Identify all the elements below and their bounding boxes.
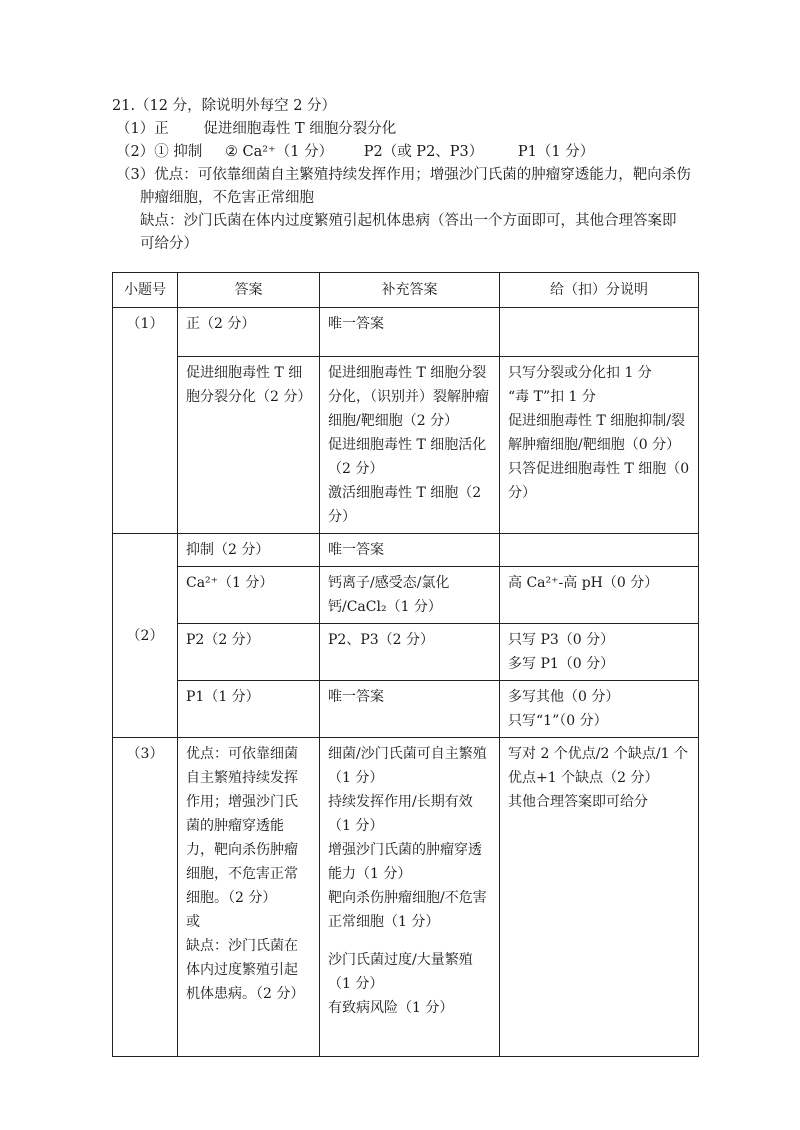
question-title: 21.（12 分，除说明外每空 2 分） xyxy=(112,98,337,114)
supplement-line: 细菌/沙门氏菌可自主繁殖（1 分） xyxy=(328,746,487,786)
note-cell xyxy=(500,308,699,357)
q2-p2: P2（或 P2、P3） xyxy=(363,144,484,160)
note-cell xyxy=(500,357,699,534)
header-answer: 答案 xyxy=(178,273,320,308)
supplement-cell xyxy=(320,738,500,1057)
row-number: （3） xyxy=(113,738,178,1057)
supplement-line: 有致病风险（1 分） xyxy=(328,1000,454,1016)
table-row xyxy=(113,681,699,738)
table-header-row xyxy=(113,273,699,308)
q1-line xyxy=(112,118,712,141)
q1-answer: 促进细胞毒性 T 细胞分裂分化 xyxy=(203,121,397,137)
table-row xyxy=(113,738,699,1057)
answer-cell: 正（2 分） xyxy=(178,308,320,357)
header-number: 小题号 xyxy=(113,273,178,308)
note-cell xyxy=(500,624,699,681)
supplement-line: 促进细胞毒性 T 细胞分裂分化，（识别并）裂解肿瘤细胞/靶细胞（2 分） xyxy=(328,365,489,429)
supplement-line: 靶向杀伤肿瘤细胞/不危害正常细胞（1 分） xyxy=(328,890,487,930)
supplement-line: 激活细胞毒性 T 细胞（2 分） xyxy=(328,485,482,525)
spacer xyxy=(328,934,491,948)
answer-line: 或 xyxy=(186,914,200,930)
note-line: 多写 P1（0 分） xyxy=(508,656,615,672)
table-row xyxy=(113,534,699,567)
supplement-line: 沙门氏菌过度/大量繁殖（1 分） xyxy=(328,952,473,992)
q2-p1: P1（1 分） xyxy=(517,144,595,160)
answer-cell: P1（1 分） xyxy=(178,681,320,738)
table-row xyxy=(113,357,699,534)
table-row xyxy=(113,567,699,624)
q3-line3: 缺点：沙门氏菌在体内过度繁殖引起机体患病（答出一个方面即可，其他合理答案即 xyxy=(140,213,677,229)
note-cell xyxy=(500,738,699,1057)
note-cell xyxy=(500,534,699,567)
supplement-cell: P2、P3（2 分） xyxy=(320,624,500,681)
answer-cell: 促进细胞毒性 T 细胞分裂分化（2 分） xyxy=(178,357,320,534)
answer-cell xyxy=(178,738,320,1057)
answer-cell: Ca²⁺（1 分） xyxy=(178,567,320,624)
answer-cell: P2（2 分） xyxy=(178,624,320,681)
q1-label: （1）正 xyxy=(116,121,169,137)
note-cell xyxy=(500,681,699,738)
note-line: 其他合理答案即可给分 xyxy=(508,794,648,810)
q3-line1: （3）优点：可依靠细菌自主繁殖持续发挥作用；增强沙门氏菌的肿瘤穿透能力，靶向杀伤 xyxy=(116,167,691,183)
row-number: （1） xyxy=(113,308,178,534)
answer-line: 优点：可依靠细菌自主繁殖持续发挥作用；增强沙门氏菌的肿瘤穿透能力，靶向杀伤肿瘤细胞，不危害正常细胞。（2 分） xyxy=(186,746,298,906)
supplement-line: 增强沙门氏菌的肿瘤穿透能力（1 分） xyxy=(328,842,482,882)
table-row xyxy=(113,624,699,681)
note-line: 促进细胞毒性 T 细胞抑制/裂解肿瘤细胞/靶细胞（0 分） xyxy=(508,413,685,453)
note-line: 多写其他（0 分） xyxy=(508,689,620,705)
note-line: “毒 T”扣 1 分 xyxy=(508,389,596,405)
table-row xyxy=(113,308,699,357)
supplement-line: 持续发挥作用/长期有效（1 分） xyxy=(328,794,473,834)
q3-line4: 可给分） xyxy=(140,236,198,252)
note-line: 写对 2 个优点/2 个缺点/1 个优点+1 个缺点（2 分） xyxy=(508,746,688,786)
question-header xyxy=(112,95,712,256)
supplement-cell: 唯一答案 xyxy=(320,308,500,357)
note-line: 只写“1”（0 分） xyxy=(508,713,608,729)
q2-line xyxy=(112,141,712,164)
supplement-cell xyxy=(320,357,500,534)
row-number: （2） xyxy=(113,534,178,738)
answer-line: 缺点：沙门氏菌在体内过度繁殖引起机体患病。（2 分） xyxy=(186,938,305,1002)
supplement-cell: 钙离子/感受态/氯化钙/CaCl₂（1 分） xyxy=(320,567,500,624)
supplement-line: 促进细胞毒性 T 细胞活化（2 分） xyxy=(328,437,487,477)
answer-cell: 抑制（2 分） xyxy=(178,534,320,567)
note-line: 只答促进细胞毒性 T 细胞（0 分） xyxy=(508,461,690,501)
supplement-cell: 唯一答案 xyxy=(320,681,500,738)
note-line: 只写 P3（0 分） xyxy=(508,632,615,648)
grading-table xyxy=(112,272,699,1057)
supplement-cell: 唯一答案 xyxy=(320,534,500,567)
header-supplement: 补充答案 xyxy=(320,273,500,308)
header-scoring-note: 给（扣）分说明 xyxy=(500,273,699,308)
note-line: 只写分裂或分化扣 1 分 xyxy=(508,365,652,381)
q2-ca: ② Ca²⁺（1 分） xyxy=(224,144,334,160)
note-cell: 高 Ca²⁺-高 pH（0 分） xyxy=(500,567,699,624)
q3-line2: 肿瘤细胞，不危害正常细胞 xyxy=(140,190,314,206)
q2-label: （2）① 抑制 xyxy=(116,144,203,160)
